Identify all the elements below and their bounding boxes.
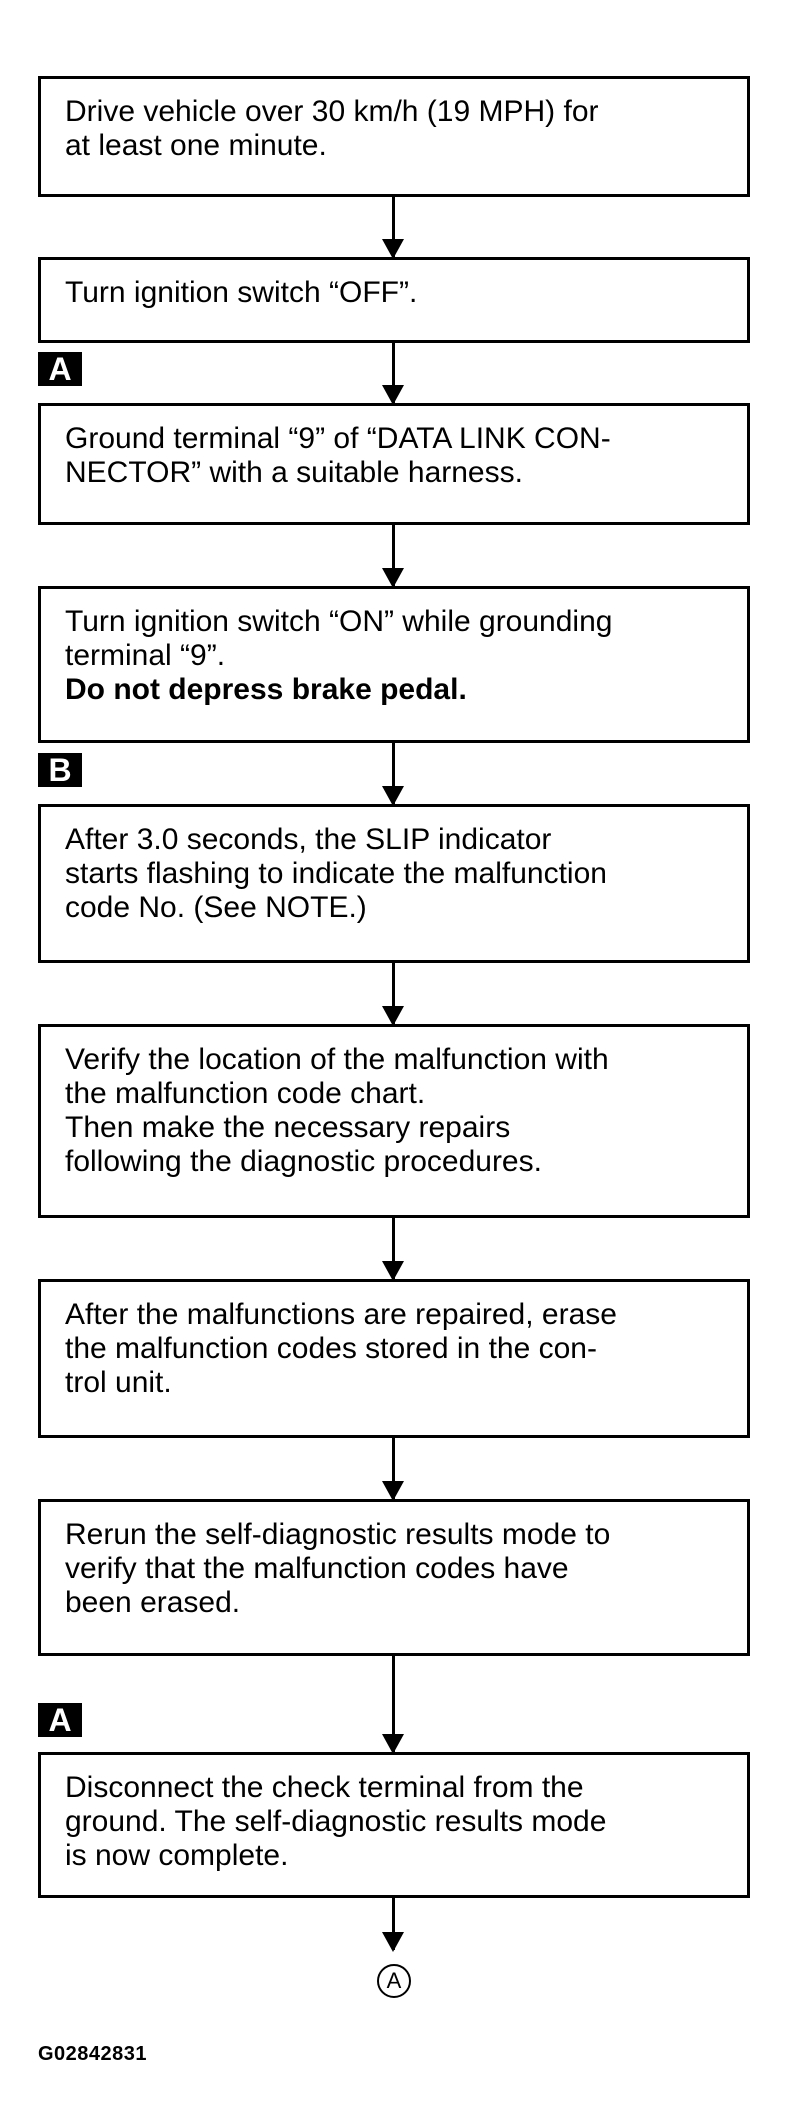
- step-box-1: [38, 76, 750, 197]
- step-box-5: [38, 804, 750, 963]
- step-box-7: [38, 1279, 750, 1438]
- flow-arrow-9: [392, 1898, 395, 1950]
- step-5-line-1: After 3.0 seconds, the SLIP indicator: [65, 823, 552, 856]
- step-box-9: [38, 1752, 750, 1898]
- step-box-6: [38, 1024, 750, 1218]
- step-4-line-2: terminal “9”.: [65, 639, 226, 672]
- step-7-line-3: trol unit.: [65, 1366, 172, 1399]
- step-box-4: [38, 586, 750, 743]
- tag-a-1: A: [38, 352, 82, 386]
- step-8-line-3: been erased.: [65, 1586, 241, 1619]
- step-8-line-1: Rerun the self-diagnostic results mode to: [65, 1518, 611, 1551]
- step-6-line-4: following the diagnostic procedures.: [65, 1145, 542, 1178]
- tag-b: B: [38, 753, 82, 787]
- step-6-line-2: the malfunction code chart.: [65, 1077, 426, 1110]
- flow-arrow-1: [392, 197, 395, 257]
- flow-arrow-3: [392, 525, 395, 586]
- flow-arrow-5: [392, 963, 395, 1024]
- flow-arrow-7: [392, 1438, 395, 1499]
- flow-arrow-6: [392, 1218, 395, 1279]
- step-box-8: [38, 1499, 750, 1656]
- flow-arrow-2: [392, 343, 395, 403]
- step-8-line-2: verify that the malfunction codes have: [65, 1552, 569, 1585]
- step-5-line-3: code No. (See NOTE.): [65, 891, 367, 924]
- step-3-line-2: NECTOR” with a suitable harness.: [65, 456, 523, 489]
- flow-arrow-8: [392, 1656, 395, 1752]
- step-7-line-2: the malfunction codes stored in the con-: [65, 1332, 597, 1365]
- step-9-line-3: is now complete.: [65, 1839, 289, 1872]
- step-3-line-1: Ground terminal “9” of “DATA LINK CON-: [65, 422, 611, 455]
- tag-a-2: A: [38, 1703, 82, 1737]
- step-4-warning: Do not depress brake pedal.: [65, 673, 467, 706]
- step-9-line-1: Disconnect the check terminal from the: [65, 1771, 584, 1804]
- flow-arrow-4: [392, 743, 395, 804]
- step-box-3: [38, 403, 750, 525]
- off-page-connector-a: A: [377, 1964, 411, 1998]
- step-9-line-2: ground. The self-diagnostic results mode: [65, 1805, 607, 1838]
- step-1-line-2: at least one minute.: [65, 129, 327, 162]
- step-5-line-2: starts flashing to indicate the malfunction: [65, 857, 607, 890]
- step-6-line-3: Then make the necessary repairs: [65, 1111, 511, 1144]
- step-6-line-1: Verify the location of the malfunction with: [65, 1043, 609, 1076]
- step-4-line-1: Turn ignition switch “ON” while grounding: [65, 605, 613, 638]
- step-7-line-1: After the malfunctions are repaired, erase: [65, 1298, 617, 1331]
- step-1-line-1: Drive vehicle over 30 km/h (19 MPH) for: [65, 95, 599, 128]
- figure-id: G02842831: [38, 2043, 148, 2065]
- step-2-line-1: Turn ignition switch “OFF”.: [65, 276, 418, 309]
- step-box-2: [38, 257, 750, 343]
